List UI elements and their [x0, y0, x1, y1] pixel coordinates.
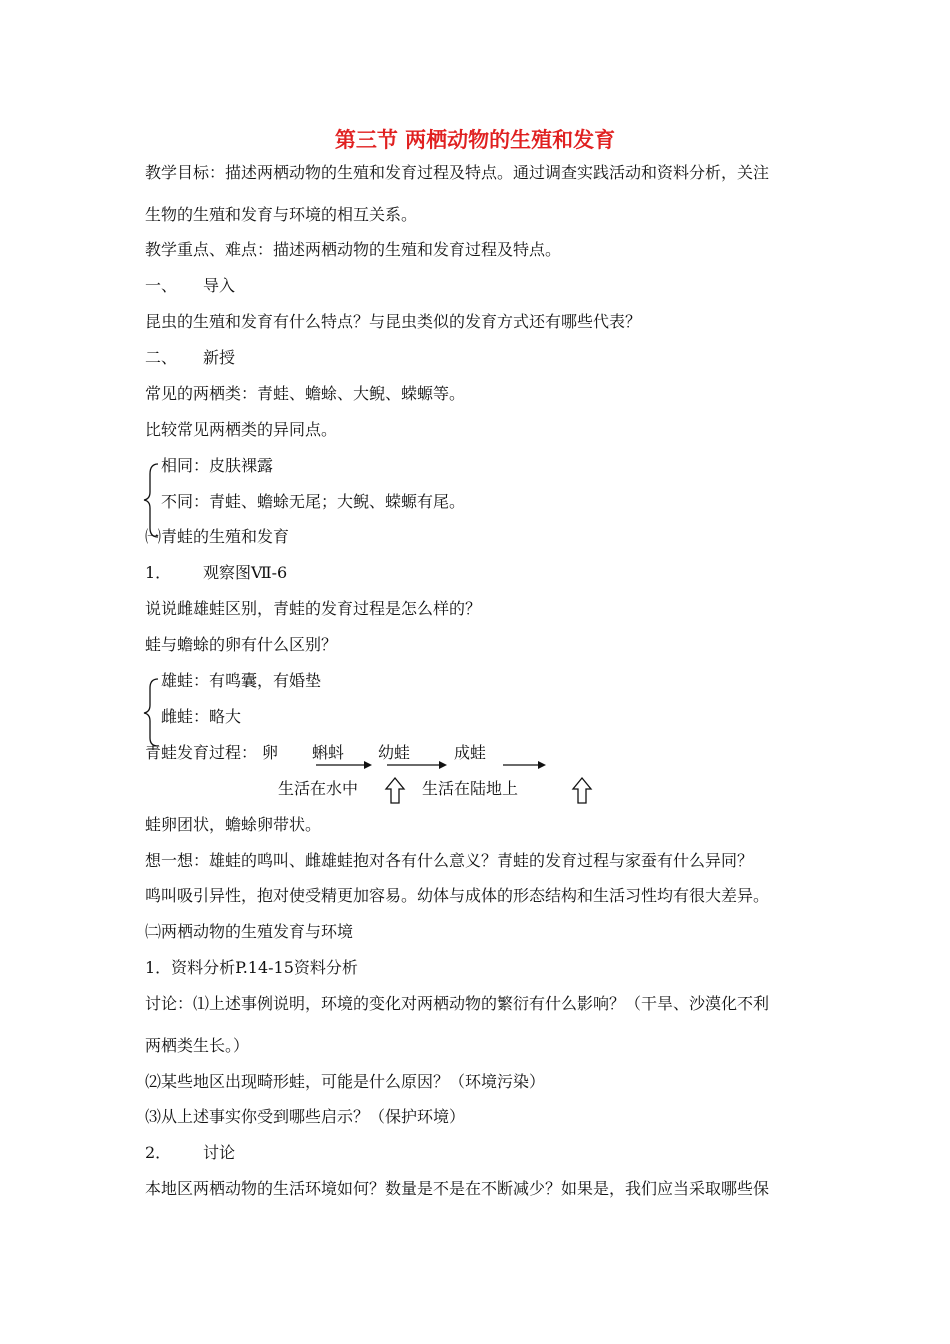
- page-title: 第三节 两栖动物的生殖和发育: [334, 128, 616, 152]
- question-2: 蛙与蟾蜍的卵有什么区别？: [145, 635, 338, 654]
- section-1-number: 一、: [145, 276, 178, 295]
- observe-text: 观察图Ⅶ-6: [203, 563, 288, 582]
- section-2-title: 新授: [203, 348, 236, 367]
- part-2-mark: ㈡: [145, 922, 162, 941]
- similarity-text: 相同：皮肤裸露: [161, 456, 274, 475]
- discussion-1-line-2: 两栖类生长。）: [145, 1036, 250, 1055]
- question-1: 说说雌雄蛙区别，青蛙的发育过程是怎么样的？: [145, 599, 482, 618]
- discussion-1-line-1: 讨论：⑴上述事例说明，环境的变化对两栖动物的繁衍有什么影响？（干旱、沙漠化不利: [145, 994, 770, 1013]
- discussion-2: ⑵某些地区出现畸形蛙，可能是什么原因？（环境污染）: [145, 1072, 546, 1091]
- intro-question: 昆虫的生殖和发育有什么特点？与昆虫类似的发育方式还有哪些代表？: [145, 312, 642, 331]
- stage-egg: 卵: [262, 743, 279, 762]
- think-answer: 鸣叫吸引异性，抱对使受精更加容易。幼体与成体的形态结构和生活习性均有很大差异。: [145, 886, 770, 905]
- development-label: 青蛙发育过程：: [145, 743, 258, 762]
- section-1-title: 导入: [203, 276, 236, 295]
- common-amphibians: 常见的两栖类：青蛙、蟾蜍、大鲵、蝾螈等。: [145, 384, 466, 403]
- discussion-title: 讨论: [203, 1143, 236, 1162]
- brace-male-female: [144, 679, 158, 746]
- key-points: 教学重点、难点：描述两栖动物的生殖和发育过程及特点。: [145, 240, 562, 259]
- stage-adult: 成蛙: [454, 743, 487, 762]
- final-question: 本地区两栖动物的生活环境如何？数量是不是在不断减少？如果是，我们应当采取哪些保: [145, 1179, 770, 1198]
- difference-text: 不同：青蛙、蟾蜍无尾；大鲵、蝾螈有尾。: [161, 492, 466, 511]
- arrow-froglet-to-adult: [503, 761, 546, 769]
- compare-line: 比较常见两栖类的异同点。: [145, 420, 338, 439]
- life-on-land: 生活在陆地上: [422, 779, 519, 798]
- section-2-number: 二、: [145, 348, 178, 367]
- up-arrow-land-icon: [573, 778, 591, 803]
- arrow-tadpole-to-froglet: [387, 761, 447, 769]
- female-frog-text: 雌蛙：略大: [161, 707, 242, 726]
- data-analysis-line: 1．资料分析P.14-15资料分析: [145, 958, 358, 977]
- part-1-mark: ㈠: [145, 527, 162, 546]
- think-question: 想一想：雄蛙的鸣叫、雌雄蛙抱对各有什么意义？青蛙的发育过程与家蚕有什么异同？: [145, 851, 754, 870]
- teaching-goal-line-1: 教学目标：描述两栖动物的生殖和发育过程及特点。通过调查实践活动和资料分析，关注: [145, 163, 770, 182]
- observe-number: 1．: [145, 563, 172, 582]
- male-frog-text: 雄蛙：有鸣囊，有婚垫: [161, 671, 322, 690]
- life-in-water: 生活在水中: [278, 779, 359, 798]
- arrow-egg-to-tadpole: [316, 761, 372, 769]
- discussion-3: ⑶从上述事实你受到哪些启示？（保护环境）: [145, 1107, 466, 1126]
- stage-froglet: 幼蛙: [378, 743, 411, 762]
- up-arrow-water-icon: [386, 778, 404, 803]
- part-1-title: 青蛙的生殖和发育: [161, 527, 290, 546]
- egg-shape-note: 蛙卵团状，蟾蜍卵带状。: [145, 815, 322, 834]
- part-2-title: 两栖动物的生殖发育与环境: [161, 922, 354, 941]
- teaching-goal-line-2: 生物的生殖和发育与环境的相互关系。: [145, 205, 418, 224]
- stage-tadpole: 蝌蚪: [312, 743, 345, 762]
- discussion-number: 2．: [145, 1143, 172, 1162]
- brace-similarity-difference: [144, 464, 158, 537]
